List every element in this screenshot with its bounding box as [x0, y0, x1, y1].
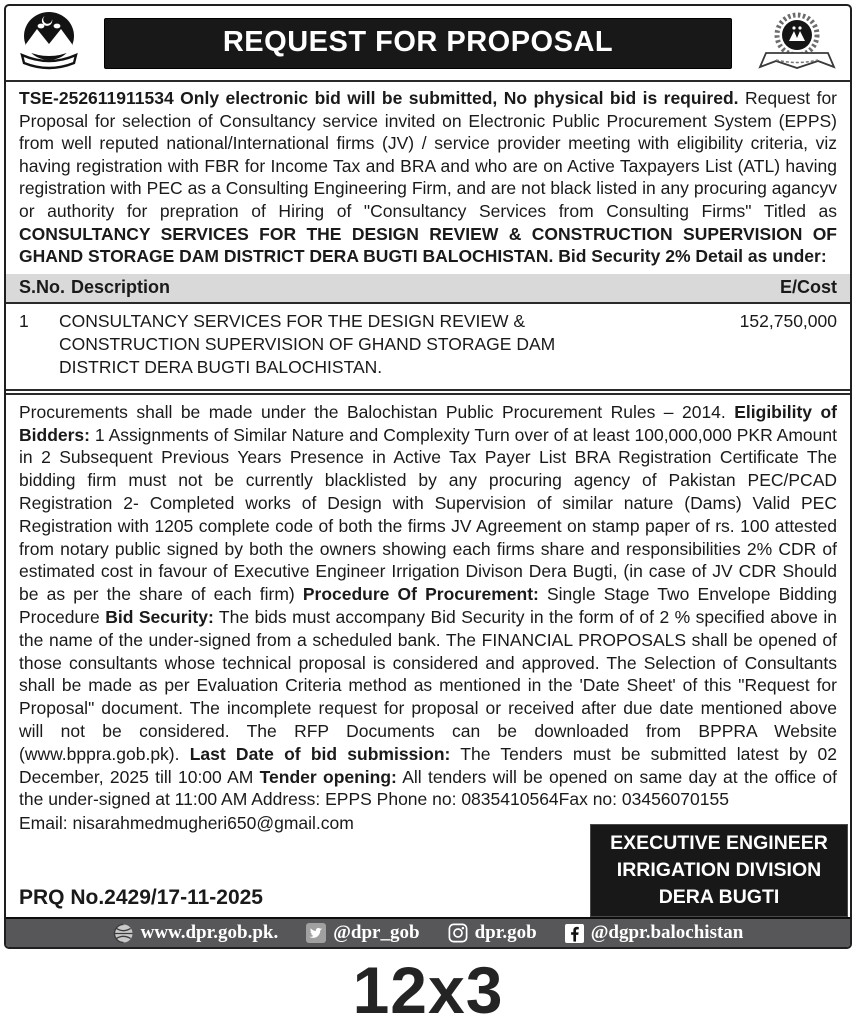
- row-cost: 152,750,000: [739, 310, 837, 331]
- instagram-icon: [448, 923, 468, 943]
- instagram-label: dpr.gob: [474, 922, 537, 943]
- signatory-line: EXECUTIVE ENGINEER: [610, 832, 828, 854]
- website-label: www.dpr.gob.pk.: [140, 922, 279, 943]
- col-description-header: Description: [71, 276, 171, 297]
- col-cost-header: E/Cost: [779, 276, 837, 297]
- rfp-notice: [4, 4, 852, 949]
- facebook-label: @dgpr.balochistan: [590, 922, 744, 943]
- notice-header: [6, 6, 850, 82]
- website-item: [113, 922, 279, 944]
- page-title: REQUEST FOR PROPOSAL: [104, 18, 732, 69]
- dpr-emblem-icon: [754, 11, 840, 76]
- row-sno: 1: [19, 310, 29, 331]
- signatory-line: DERA BUGTI: [658, 886, 780, 908]
- twitter-icon: [306, 923, 326, 943]
- signatory-box: [590, 824, 848, 917]
- signatory-line: IRRIGATION DIVISION: [616, 859, 822, 881]
- row-description: CONSULTANCY SERVICES FOR THE DESIGN REVIEW & CONSTRUCTION SUPERVISION OF GHAND STORAGE DAM DISTRICT DERA BUGTI BALOCHISTAN.: [59, 310, 556, 377]
- contact-email: Email: nisarahmedmugheri650@gmail.com: [19, 813, 354, 834]
- facebook-icon: [565, 924, 584, 943]
- col-sno-header: S.No.: [19, 276, 66, 297]
- twitter-label: @dpr_gob: [333, 922, 420, 943]
- intro-paragraph: TSE-252611911534 Only electronic bid will be submitted, No physical bid is required. Request for Proposal for selection of Consultancy service invited on Electronic Public Procurement System (EPPS) from well reputed national/International firms (JV) / service provider meeting with eligibility criteria, viz having registration with FBR for Income Tax and BRA and who are on Active Taxpayers List (ATL) having registration with PEC as a Consulting Engineering Firm, and are not black listed in any procuring agancyv or authority for prepration of Hiring of "Consultancy Services from Consulting Firms" Titled as CONSULTANCY SERVICES FOR THE DESIGN REVIEW & CONSTRUCTION SUPERVISION OF GHAND STORAGE DAM DISTRICT DERA BUGTI BALOCHISTAN. Bid Security 2% Detail as under:: [19, 88, 838, 267]
- twitter-item: [306, 922, 419, 944]
- ad-size-label: 12x3: [352, 953, 504, 1027]
- balochistan-emblem-icon: [16, 11, 82, 76]
- details-section: [6, 393, 850, 917]
- instagram-item: [448, 922, 537, 944]
- globe-icon: [113, 923, 134, 944]
- social-footer-bar: [6, 917, 850, 947]
- prq-number: PRQ No.2429/17-11-2025: [19, 886, 263, 909]
- table-row: [6, 304, 850, 391]
- table-header: [6, 274, 850, 304]
- details-paragraph: Procurements shall be made under the Balochistan Public Procurement Rules – 2014. Eligibility of Bidders: 1 Assignments of Similar Nature and Complexity Turn over of at least 100,000,000 PKR Amount in 2 Subsequent Previous Years Presence in Active Tax Payer List BRA Registration Certificate The bidding firm must not be currently blacklisted by any procuring agency of Pakistan PEC/PCAD Registration 2- Completed works of Design with Supervision of similar nature (Dams) Valid PEC Registration with 1205 complete code of both the firms JV Agreement on stamp paper of rs. 100 attested from notary public signed by both the owners showing each firms share and responsibilities 2% CDR of estimated cost in favour of Executive Engineer Irrigation Divison Dera Bugti, (in case of JV CDR Should be as per the share of each firm) Procedure Of Procurement: Single Stage Two Envelope Bidding Procedure Bid Security: The bids must accompany Bid Security in the form of of 2 % specified above in the name of the under-signed from a scheduled bank. The FINANCIAL PROPOSALS shall be opened of those consultants whose technical proposal is considered and approved. The Selection of Consultants shall be made as per Evaluation Criteria method as mentioned in the 'Date Sheet' of this "Request for Proposal" document. The incomplete request for proposal or received after due date mentioned above will not be considered. The RFP Documents can be downloaded from BPPRA Website (www.bppra.gob.pk). Last Date of bid submission: The Tenders must be submitted latest by 02 December, 2025 till 10:00 AM Tender opening: All tenders will be opened on same day at the office of the under-signed at 11:00 AM Address: EPPS Phone no: 0835410564Fax no: 03456070155: [19, 401, 837, 810]
- facebook-item: [565, 922, 744, 944]
